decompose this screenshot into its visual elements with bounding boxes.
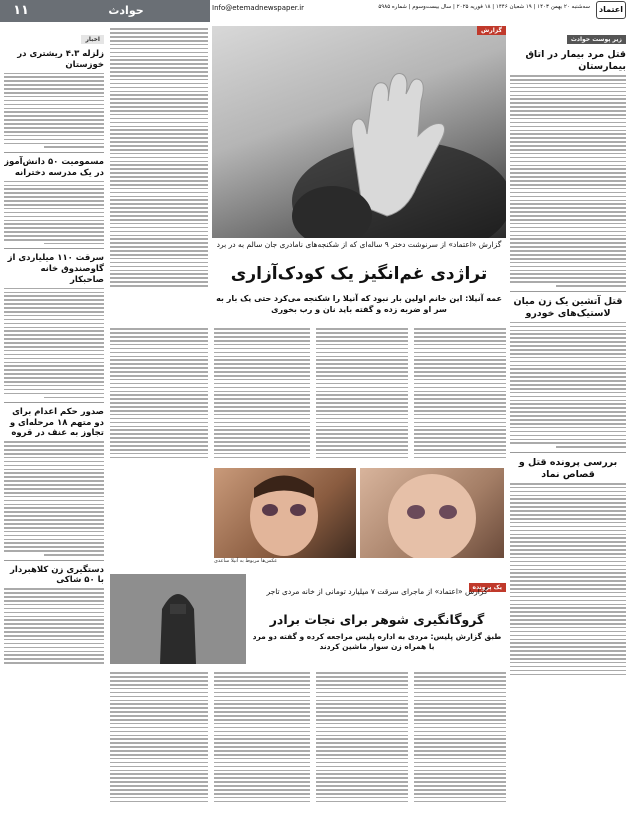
section-title: حوادث <box>42 0 210 22</box>
section-label: گزارش <box>477 26 506 35</box>
body-text <box>510 322 626 448</box>
left-column <box>4 26 104 816</box>
text-column <box>110 326 208 564</box>
second-kicker: گزارش «اعتماد» از ماجرای سرقت ۷ میلیارد تومانی از خانه مردی تاجر <box>266 587 488 596</box>
text-column <box>316 670 408 816</box>
date-line: سه‌شنبه ۲۰ بهمن ۱۴۰۳ | ۱۹ شعبان ۱۴۴۶ | ۱۸ فوریه ۲۰۲۵ | سال بیست‌وسوم | شماره ۵۹۸۵ <box>378 4 590 10</box>
divider <box>4 248 104 249</box>
brief-title: سرقت ۱۱۰ میلیاردی از گاوصندوق خانه صاحبکار <box>7 253 104 285</box>
brief-title: قتل مرد بیمار در اتاق بیمارستان <box>525 49 626 72</box>
second-body <box>110 670 506 816</box>
lead-sidebar-text <box>110 26 208 294</box>
divider <box>4 402 104 403</box>
text-column <box>414 670 506 816</box>
email-address[interactable]: Info@etemadnewspaper.ir <box>212 4 305 12</box>
divider <box>510 291 626 292</box>
body-text <box>510 483 626 675</box>
body-text <box>4 441 104 555</box>
brief-title: مسمومیت ۵۰ دانش‌آموز در یک مدرسه دخترانه <box>4 157 104 178</box>
photo-caption: عکس‌ها مربوط به آنیلا ساعدی <box>214 558 278 564</box>
brief-title: بررسی پرونده قتل و قصاص نماد <box>518 456 618 480</box>
lead-kicker: گزارش «اعتماد» از سرنوشت دختر ۹ ساله‌ای که از شکنجه‌های نامادری جان سالم به در برد <box>216 240 502 249</box>
text-column <box>214 670 310 816</box>
newspaper-logo: اعتماد <box>596 1 626 19</box>
text-column <box>214 326 310 466</box>
lead-photo-raised-hand <box>212 26 506 238</box>
section-label: زیر پوست حوادث <box>567 35 626 44</box>
hand-silhouette-image <box>212 26 506 238</box>
divider <box>510 452 626 453</box>
veiled-woman-photo <box>110 574 246 664</box>
lead-body <box>110 326 506 466</box>
brief-title: دستگیری زن کلاهبردار با ۵۰ شاکی <box>10 564 104 586</box>
text-column <box>414 326 506 466</box>
text-column <box>316 326 408 466</box>
page-header <box>0 0 630 22</box>
middle-column <box>110 26 506 816</box>
lead-headline: تراژدی غم‌انگیز یک کودک‌آزاری <box>230 264 488 284</box>
body-text <box>510 75 626 287</box>
lead-subhead: عمه آنیلا: این خانم اولین بار نبود که آنیلا را شکنجه می‌کرد حتی یک بار به سر او ضربه زده و گفته باید نان و رب بخوری <box>216 294 502 314</box>
divider <box>4 560 104 561</box>
second-headline: گروگانگیری شوهر برای نجات برادر <box>269 612 485 627</box>
brief-title: صدور حکم اعدام برای دو متهم ۱۸ مرحله‌ای و تجاوز به عنف در قروه <box>9 407 104 439</box>
body-text <box>4 73 104 149</box>
body-text <box>4 588 104 664</box>
right-column <box>510 26 626 816</box>
section-label: اخبار <box>81 35 104 44</box>
body-text <box>4 288 104 399</box>
section-label: یک پرونده <box>469 583 506 592</box>
child-closeup-photo <box>360 468 504 558</box>
brief-title: زلزله ۴.۳ ریشتری در خوزستان <box>17 49 104 70</box>
text-column <box>110 670 208 816</box>
body-text <box>4 181 104 245</box>
child-portrait-photo <box>214 468 356 558</box>
lead-photos <box>214 468 504 558</box>
page-number: ۱۱ <box>0 0 42 22</box>
brief-title: قتل آتشین یک زن میان لاستیک‌های خودرو <box>513 295 623 319</box>
second-subhead: طبق گزارش پلیس: مردی به اداره پلیس مراجعه کرده و گفته دو مرد با همراه زن سوار ماشین کردند <box>252 632 502 652</box>
divider <box>4 152 104 153</box>
